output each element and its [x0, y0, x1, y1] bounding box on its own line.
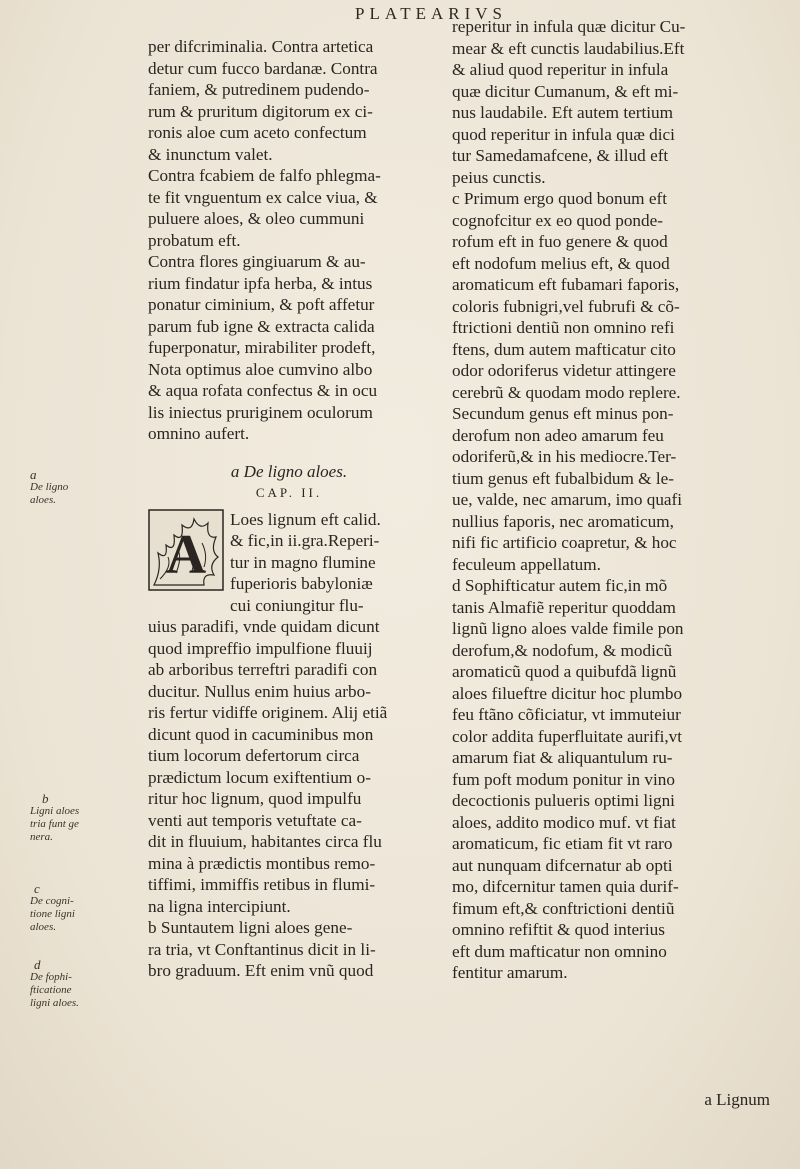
svg-text:A: A — [165, 523, 207, 586]
text-line: c Primum ergo quod bonum eft — [452, 189, 667, 208]
text-line: uius paradifi, vnde quidam dicunt — [148, 617, 380, 636]
text-line: eft nodofum melius eft, & quod — [452, 253, 670, 273]
text-line: Contra fcabiem de falfo phlegma- — [148, 166, 381, 185]
text-line: puluere aloes, & oleo cummuni — [148, 209, 365, 228]
text-line: ponatur ciminium, & poft affetur — [148, 295, 375, 314]
text-line: ue, valde, nec amarum, imo quafi — [452, 490, 683, 509]
text-line: ronis aloe cum aceto confectum — [148, 123, 367, 142]
chapter-number: CAP. II. — [255, 484, 323, 500]
right-column — [452, 16, 770, 984]
text-line: derofum non adeo amarum feu — [452, 425, 664, 445]
text-line: cognofcitur ex eo quod ponde- — [452, 210, 663, 230]
text-line: nullius faporis, nec aromaticum, — [452, 511, 674, 531]
text-line: cui coniungitur flu- — [230, 595, 364, 615]
text-line: fentitur amarum. — [452, 963, 568, 982]
text-line: nifi fic artificio coapretur, & hoc — [452, 533, 677, 552]
text-line: per difcriminalia. Contra artetica — [148, 37, 374, 56]
text-line: peius cunctis. — [452, 167, 546, 187]
text-line: bro graduum. Eft enim vnũ quod — [148, 961, 374, 980]
text-line: & fic,in ii.gra.Reperi- — [230, 531, 380, 550]
text-line: te fit vnguentum ex calce viua, & — [148, 187, 378, 207]
text-line: omnino aufert. — [148, 424, 250, 443]
text-line: fuperioris babyloniæ — [230, 574, 373, 593]
text-line: tiffimi, immiffis retibus in flumi- — [148, 875, 376, 894]
text-line: aromaticũ quod a quibufdã lignũ — [452, 662, 677, 681]
text-line: ab arboribus terreftri paradifi con — [148, 660, 378, 679]
text-line: ftens, dum autem mafticatur cito — [452, 339, 676, 359]
text-line: odor odoriferus videtur attingere — [452, 361, 676, 380]
text-line: fum poft modum ponitur in vino — [452, 769, 675, 789]
text-line: detur cum fucco bardanæ. Contra — [148, 58, 378, 78]
text-line: tanis Almafiẽ reperitur quoddam — [452, 597, 676, 617]
text-line: ducitur. Nullus enim huius arbo- — [148, 681, 371, 701]
chapter-heading: a De ligno aloes. — [230, 461, 348, 481]
text-line: mo, difcernitur tamen quia durif- — [452, 877, 679, 896]
text-line: lignũ ligno aloes valde fimile pon — [452, 619, 684, 638]
decorated-initial-icon — [148, 509, 224, 591]
text-line: rum & pruritum digitorum ex ci- — [148, 101, 373, 121]
text-line: venti aut temporis vetuftate ca- — [148, 810, 362, 830]
text-line: eft dum mafticatur non omnino — [452, 941, 667, 961]
text-line: d Sophifticatur autem fic,in mõ — [452, 576, 668, 595]
text-line: & aqua rofata confectus & in ocu — [148, 381, 378, 400]
text-line: quod reperitur in infula quæ dici — [452, 124, 675, 144]
text-line: mina à prædictis montibus remo- — [148, 853, 376, 873]
text-line: b Suntautem ligni aloes gene- — [148, 918, 353, 937]
left-column — [148, 36, 430, 982]
text-line: feculeum appellatum. — [452, 554, 601, 574]
text-line: ris fertur vidiffe originem. Alij etiã — [148, 703, 388, 722]
text-line: quæ dicitur Cumanum, & eft mi- — [452, 81, 679, 101]
text-line: Loes lignum eft calid. — [230, 509, 381, 529]
text-line: prædictum locum exiftentium o- — [148, 767, 371, 787]
text-line: na ligna intercipiunt. — [148, 896, 291, 916]
catchword: a Lignum — [704, 1090, 770, 1109]
text-line: & aliud quod reperitur in infula — [452, 60, 669, 79]
text-line: amarum fiat & aliquantulum ru- — [452, 748, 673, 767]
text-line: mear & eft cunctis laudabilius.Eft — [452, 38, 685, 58]
text-line: tur in magno flumine — [230, 552, 376, 572]
text-line: fimum eft,& conftrictioni dentiũ — [452, 898, 675, 918]
text-line: Contra flores gingiuarum & au- — [148, 252, 366, 271]
text-line: fuperponatur, mirabiliter prodeft, — [148, 338, 376, 357]
margin-note-a: a De ligno aloes. — [30, 467, 69, 506]
text-line: aromaticum, fic etiam fit vt raro — [452, 834, 673, 853]
left-text-bottom — [148, 616, 430, 982]
margin-note-c: c De cogni- tione ligni aloes. — [30, 881, 75, 933]
text-line: color addita fuperfluitate aurifi,vt — [452, 726, 683, 746]
text-line: derofum,& nodofum, & modicũ — [452, 640, 673, 660]
text-line: Secundum genus eft minus pon- — [452, 404, 674, 423]
text-line: ritur hoc lignum, quod impulfu — [148, 789, 362, 808]
text-line: quod impreffio impulfione fluuij — [148, 638, 373, 658]
text-line: Nota optimus aloe cumvino albo — [148, 359, 373, 379]
text-line: nus laudabile. Eft autem tertium — [452, 103, 673, 122]
text-line: ftrictioni dentiũ non omnino refi — [452, 318, 675, 337]
text-line: ra tria, vt Conftantinus dicit in li- — [148, 939, 376, 959]
left-text-top — [148, 36, 430, 445]
text-line: omnino refiftit & quod interius — [452, 920, 665, 939]
initial-block — [148, 509, 430, 617]
text-line: odoriferũ,& in his mediocre.Ter- — [452, 447, 677, 466]
text-line: rium findatur ipfa herba, & intus — [148, 273, 373, 293]
initial-lines — [230, 509, 430, 617]
text-line: decoctionis pulueris optimi ligni — [452, 791, 675, 810]
text-line: faniem, & putredinem pudendo- — [148, 80, 370, 99]
text-line: tium locorum defertorum circa — [148, 746, 360, 765]
text-line: aut nunquam difcernatur ab opti — [452, 855, 673, 875]
text-line: tium genus eft fubalbidum & le- — [452, 468, 674, 488]
text-line: aloes filueftre dicitur hoc plumbo — [452, 683, 683, 703]
text-line: aromaticum eft fubamari faporis, — [452, 275, 680, 294]
text-line: aloes, addito modico muf. vt fiat — [452, 812, 676, 832]
margin-note-d: d De fophi- fticatione ligni aloes. — [30, 957, 79, 1009]
running-head: PLATEARIVS — [355, 4, 508, 23]
text-line: rofum eft in fuo genere & quod — [452, 232, 668, 251]
text-line: tur Samedamafcene, & illud eft — [452, 146, 669, 165]
text-line: dicunt quod in cacuminibus mon — [148, 724, 374, 744]
text-line: lis iniectus pruriginem oculorum — [148, 402, 373, 422]
text-line: dit in fluuium, habitantes circa flu — [148, 832, 382, 851]
text-line: parum fub igne & extracta calida — [148, 316, 375, 336]
text-line: probatum eft. — [148, 230, 241, 250]
text-line: reperitur in infula quæ dicitur Cu- — [452, 17, 686, 36]
text-line: cerebrũ & quodam modo replere. — [452, 382, 681, 402]
text-line: & inunctum valet. — [148, 144, 273, 164]
margin-note-b: b Ligni aloes tria funt ge nera. — [30, 791, 80, 843]
text-line: coloris fubnigri,vel fubrufi & cõ- — [452, 296, 680, 316]
text-line: feu ftãno cõficiatur, vt immuteiur — [452, 705, 681, 724]
